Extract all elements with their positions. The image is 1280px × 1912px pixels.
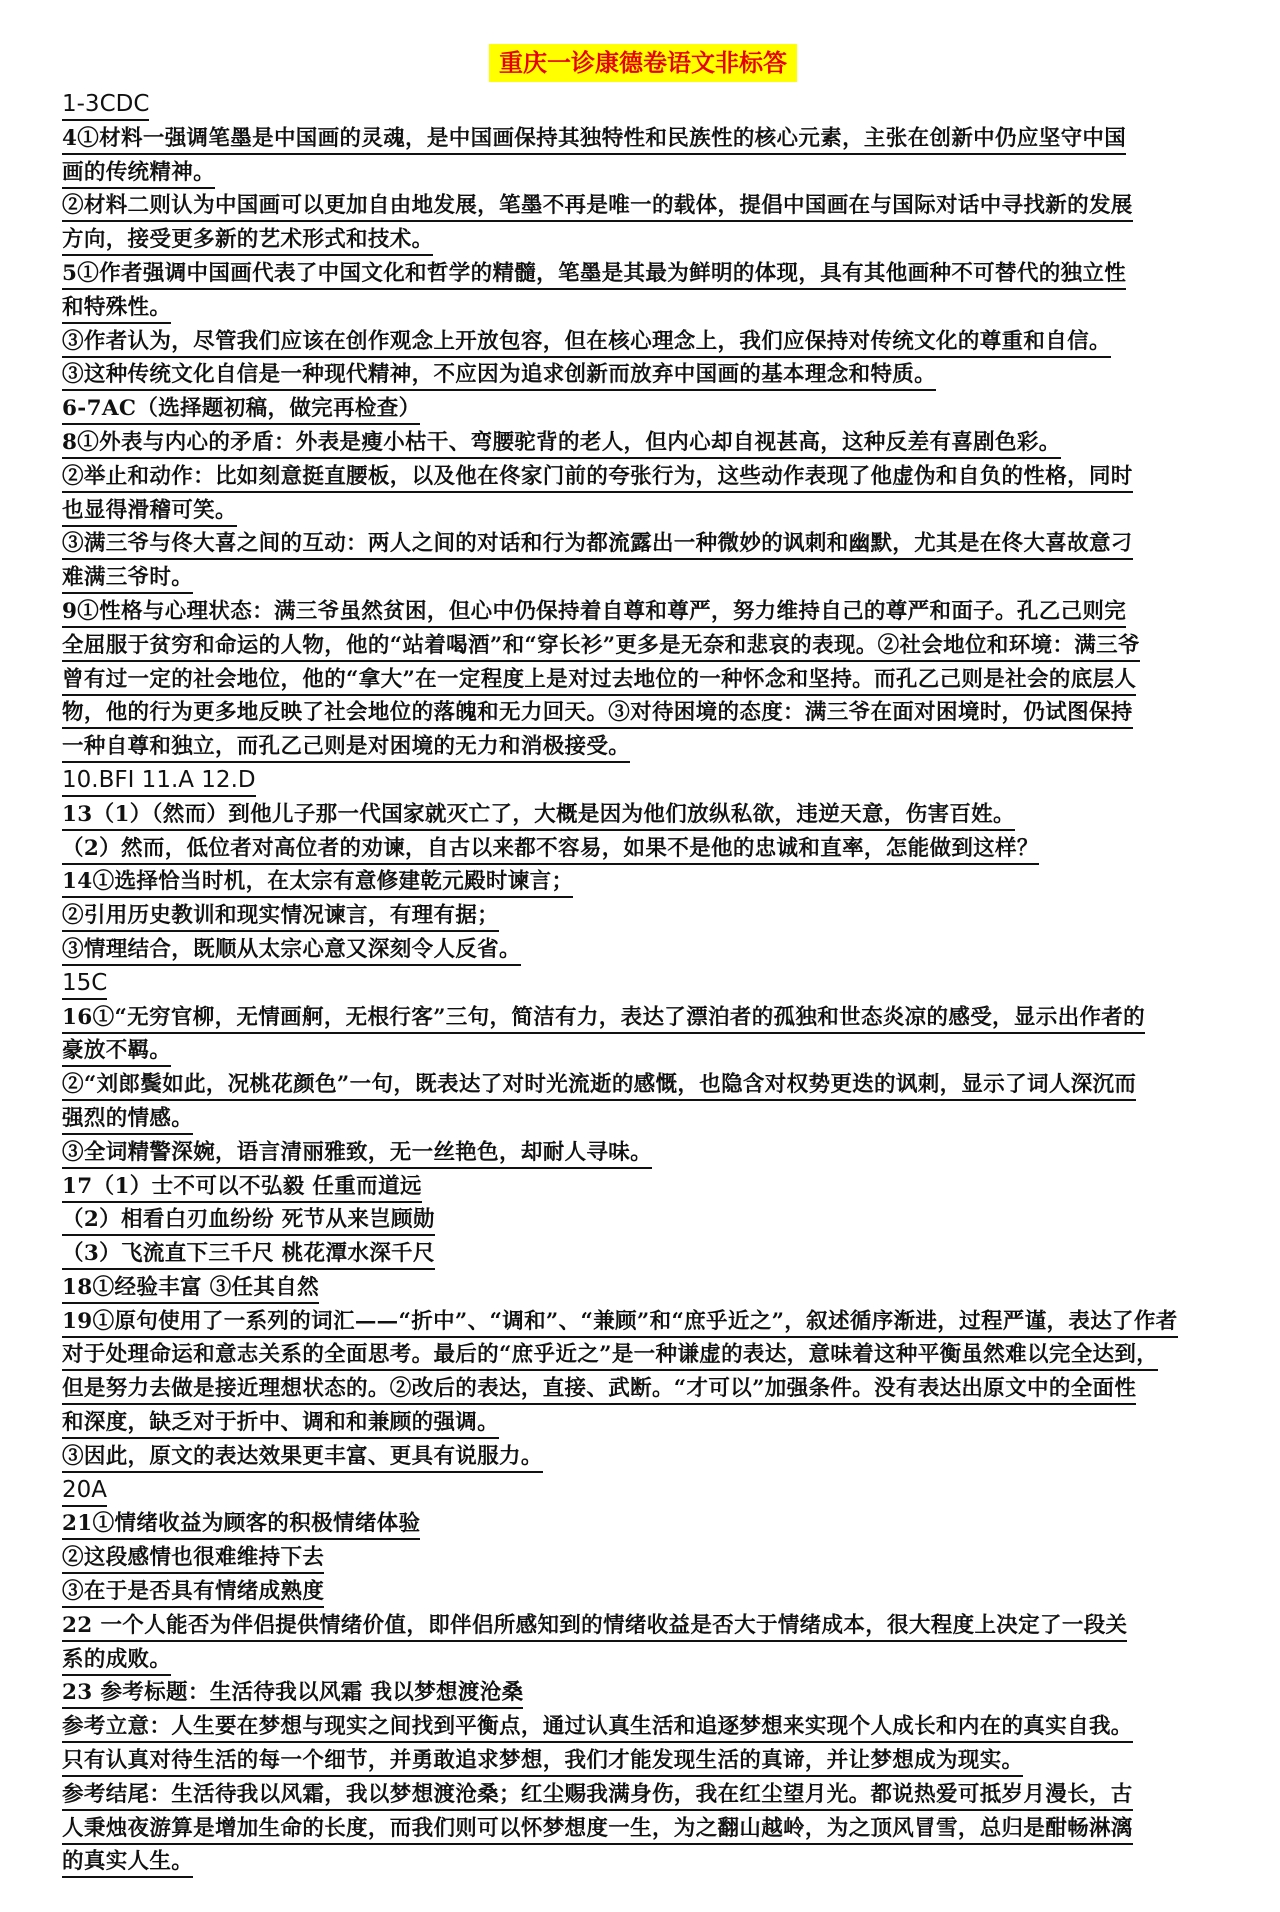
answer-line (62, 1440, 1224, 1474)
answer-line (62, 257, 1224, 291)
answer-line (62, 494, 1224, 528)
answer-line (62, 1541, 1224, 1575)
answer-line (62, 1676, 1224, 1710)
answer-line (62, 1001, 1224, 1035)
answer-line-text: 10.BFI 11.A 12.D (62, 767, 256, 797)
answer-line-text: 20A (62, 1477, 107, 1507)
answer-line-text: 对于处理命运和意志关系的全面思考。最后的“庶乎近之”是一种谦虚的表达，意味着这种平衡虽然难以完全达到， (62, 1341, 1158, 1371)
answer-line (62, 358, 1224, 392)
answer-line (62, 1271, 1224, 1305)
answer-line-text: 16①“无穷官柳，无情画舸，无根行客”三句，简洁有力，表达了漂泊者的孤独和世态炎凉的感受，显示出作者的 (62, 1004, 1145, 1034)
answer-line (62, 899, 1224, 933)
answer-line-text: ③在于是否具有情绪成熟度 (62, 1578, 324, 1608)
answer-line-text: ③满三爷与佟大喜之间的互动：两人之间的对话和行为都流露出一种微妙的讽刺和幽默，尤其是在佟大喜故意刁 (62, 530, 1133, 560)
answer-line-text: 和特殊性。 (62, 294, 171, 324)
answer-line (62, 1372, 1224, 1406)
answer-line (62, 189, 1224, 223)
answer-line-text: 5①作者强调中国画代表了中国文化和哲学的精髓，笔墨是其最为鲜明的体现，具有其他画种不可替代的独立性 (62, 260, 1126, 290)
answer-line-text: ③情理结合，既顺从太宗心意又深刻令人反省。 (62, 936, 521, 966)
answer-line-text: 8①外表与内心的矛盾：外表是瘦小枯干、弯腰驼背的老人，但内心却自视甚高，这种反差有喜剧色彩。 (62, 429, 1061, 459)
answer-line (62, 1237, 1224, 1271)
answer-line (62, 1170, 1224, 1204)
answer-line-text: 17（1）士不可以不弘毅 任重而道远 (62, 1173, 422, 1203)
answer-line (62, 933, 1224, 967)
answer-line (62, 730, 1224, 764)
answer-line-text: 18①经验丰富 ③任其自然 (62, 1274, 319, 1304)
answer-line (62, 1643, 1224, 1677)
answer-line (62, 832, 1224, 866)
answer-line (62, 561, 1224, 595)
answer-line (62, 1812, 1224, 1846)
answer-line (62, 1710, 1224, 1744)
answer-line-text: ②这段感情也很难维持下去 (62, 1544, 324, 1574)
answer-line-text: （2）然而，低位者对高位者的劝谏，自古以来都不容易，如果不是他的忠诚和直率，怎能做到这样？ (62, 835, 1039, 865)
page-title: 重庆一诊康德卷语文非标答 (489, 44, 797, 82)
answer-line (62, 1406, 1224, 1440)
answer-line (62, 122, 1224, 156)
answer-line-text: ②材料二则认为中国画可以更加自由地发展，笔墨不再是唯一的载体，提倡中国画在与国际对话中寻找新的发展 (62, 192, 1133, 222)
answer-line (62, 1203, 1224, 1237)
answer-line (62, 223, 1224, 257)
answer-line-text: 也显得滑稽可笑。 (62, 497, 237, 527)
title-wrap (62, 44, 1224, 82)
answer-line (62, 325, 1224, 359)
answer-line-text: ③因此，原文的表达效果更丰富、更具有说服力。 (62, 1443, 543, 1473)
answer-line (62, 1507, 1224, 1541)
answer-line (62, 1034, 1224, 1068)
answer-line (62, 798, 1224, 832)
answer-line (62, 1338, 1224, 1372)
answer-line (62, 629, 1224, 663)
answer-line-text: 参考立意：人生要在梦想与现实之间找到平衡点，通过认真生活和追逐梦想来实现个人成长和内在的真实自我。 (62, 1713, 1133, 1743)
answer-line-text: 只有认真对待生活的每一个细节，并勇敢追求梦想，我们才能发现生活的真谛，并让梦想成为现实。 (62, 1747, 1023, 1777)
answer-line (62, 663, 1224, 697)
answer-line (62, 460, 1224, 494)
answer-line (62, 156, 1224, 190)
answer-line-text: 强烈的情感。 (62, 1105, 193, 1135)
answer-line-text: 9①性格与心理状态：满三爷虽然贫困，但心中仍保持着自尊和尊严，努力维持自己的尊严和面子。孔乙己则完 (62, 598, 1126, 628)
answer-line-text: ②“刘郎鬓如此，况桃花颜色”一句，既表达了对时光流逝的感慨，也隐含对权势更迭的讽刺，显示了词人深沉而 (62, 1071, 1136, 1101)
answer-line-text: 方向，接受更多新的艺术形式和技术。 (62, 226, 433, 256)
answer-line-text: 和深度，缺乏对于折中、调和和兼顾的强调。 (62, 1409, 499, 1439)
answer-line-text: ③作者认为，尽管我们应该在创作观念上开放包容，但在核心理念上，我们应保持对传统文化的尊重和自信。 (62, 328, 1111, 358)
answer-line (62, 865, 1224, 899)
answer-line-text: （2）相看白刃血纷纷 死节从来岂顾勋 (62, 1206, 435, 1236)
answer-line (62, 1609, 1224, 1643)
answer-line-text: 15C (62, 970, 107, 1000)
answer-line (62, 1474, 1224, 1508)
answer-line-text: ②引用历史教训和现实情况谏言，有理有据； (62, 902, 499, 932)
answer-line-text: 物，他的行为更多地反映了社会地位的落魄和无力回天。③对待困境的态度：满三爷在面对困境时，仍试图保持 (62, 699, 1133, 729)
answer-line-text: 23 参考标题：生活待我以风霜 我以梦想渡沧桑 (62, 1679, 523, 1709)
answer-line (62, 1845, 1224, 1879)
answer-line (62, 696, 1224, 730)
answer-line-text: 难满三爷时。 (62, 564, 193, 594)
answer-line-text: 参考结尾：生活待我以风霜，我以梦想渡沧桑；红尘赐我满身伤，我在红尘望月光。都说热爱可抵岁月漫长，古 (62, 1781, 1133, 1811)
answer-line (62, 1778, 1224, 1812)
answer-line (62, 595, 1224, 629)
answer-line-text: 画的传统精神。 (62, 159, 215, 189)
answer-line-text: 4①材料一强调笔墨是中国画的灵魂，是中国画保持其独特性和民族性的核心元素，主张在创新中仍应坚守中国 (62, 125, 1126, 155)
answer-line (62, 392, 1224, 426)
answer-line (62, 1305, 1224, 1339)
answer-line (62, 1102, 1224, 1136)
answer-line-text: ③这种传统文化自信是一种现代精神，不应因为追求创新而放弃中国画的基本理念和特质。 (62, 361, 936, 391)
answer-line-text: 曾有过一定的社会地位，他的“拿大”在一定程度上是对过去地位的一种怀念和坚持。而孔乙己则是社会的底层人 (62, 666, 1136, 696)
answer-line-text: 22 一个人能否为伴侣提供情绪价值，即伴侣所感知到的情绪收益是否大于情绪成本，很大程度上决定了一段关 (62, 1612, 1127, 1642)
answer-line-text: 的真实人生。 (62, 1848, 193, 1878)
answer-line (62, 291, 1224, 325)
answer-line-text: 全屈服于贫穷和命运的人物，他的“站着喝酒”和“穿长衫”更多是无奈和悲哀的表现。②社会地位和环境：满三爷 (62, 632, 1140, 662)
answer-line-text: （3）飞流直下三千尺 桃花潭水深千尺 (62, 1240, 435, 1270)
answer-line-text: 19①原句使用了一系列的词汇——“折中”、“调和”、“兼顾”和“庶乎近之”，叙述循序渐进，过程严谨，表达了作者 (62, 1308, 1178, 1338)
answer-line (62, 1068, 1224, 1102)
answer-line (62, 88, 1224, 122)
answer-line-text: 21①情绪收益为顾客的积极情绪体验 (62, 1510, 420, 1540)
answer-line-text: 系的成败。 (62, 1646, 171, 1676)
answer-line-text: ②举止和动作：比如刻意挺直腰板，以及他在佟家门前的夸张行为，这些动作表现了他虚伪和自负的性格，同时 (62, 463, 1133, 493)
answer-lines (62, 88, 1224, 1879)
answer-line (62, 1575, 1224, 1609)
answer-line (62, 967, 1224, 1001)
answer-line (62, 1744, 1224, 1778)
answer-line-text: 人秉烛夜游算是增加生命的长度，而我们则可以怀梦想度一生，为之翻山越岭，为之顶风冒雪，总归是酣畅淋漓 (62, 1815, 1133, 1845)
answer-line (62, 764, 1224, 798)
answer-line-text: 6-7AC（选择题初稿，做完再检查） (62, 395, 420, 425)
answer-line-text: 13（1）（然而）到他儿子那一代国家就灭亡了，大概是因为他们放纵私欲，违逆天意，伤害百姓。 (62, 801, 1015, 831)
answer-line-text: 一种自尊和独立，而孔乙己则是对困境的无力和消极接受。 (62, 733, 630, 763)
answer-line-text: 但是努力去做是接近理想状态的。②改后的表达，直接、武断。“才可以”加强条件。没有表达出原文中的全面性 (62, 1375, 1136, 1405)
answer-line (62, 426, 1224, 460)
answer-line (62, 527, 1224, 561)
answer-line-text: 14①选择恰当时机，在太宗有意修建乾元殿时谏言； (62, 868, 573, 898)
answer-line-text: 1-3CDC (62, 91, 149, 121)
answer-line-text: ③全词精警深婉，语言清丽雅致，无一丝艳色，却耐人寻味。 (62, 1139, 652, 1169)
answer-line (62, 1136, 1224, 1170)
answer-line-text: 豪放不羁。 (62, 1037, 171, 1067)
